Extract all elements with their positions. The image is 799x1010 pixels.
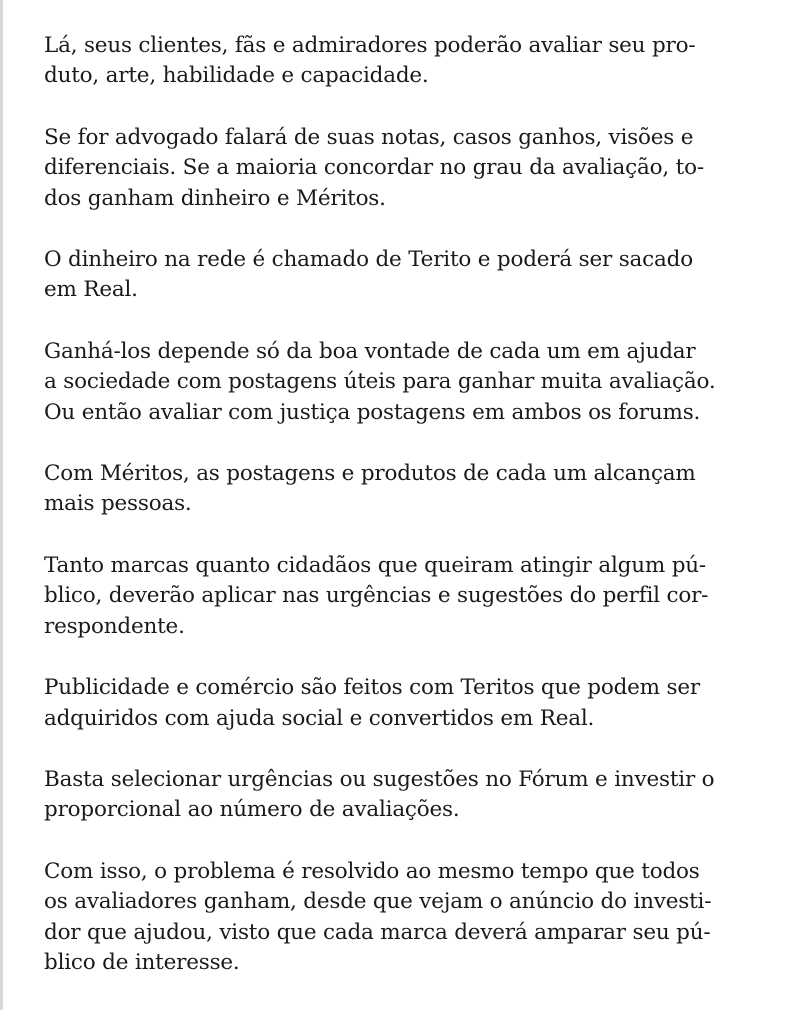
paragraph-line: a sociedade com postagens úteis para ganhar muita avaliação. — [44, 369, 716, 395]
paragraph-line: Publicidade e comércio são feitos com Teritos que podem ser — [44, 675, 700, 701]
paragraph-line: blico de interesse. — [44, 949, 240, 975]
paragraph-line: mais pessoas. — [44, 491, 192, 517]
paragraph-line: O dinheiro na rede é chamado de Terito e poderá ser sacado — [44, 247, 693, 273]
paragraph-line: respondente. — [44, 613, 185, 639]
paragraph-2 — [44, 123, 764, 214]
paragraph-line: Com isso, o problema é resolvido ao mesmo tempo que todos — [44, 858, 700, 884]
paragraph-line: Lá, seus clientes, fãs e admiradores poderão avaliar seu pro- — [44, 33, 696, 58]
paragraph-line: Se for advogado falará de suas notas, casos ganhos, visões e — [44, 124, 694, 150]
paragraph-line: proporcional ao número de avaliações. — [44, 797, 460, 823]
paragraph-8 — [44, 765, 764, 826]
paragraph-line: diferenciais. Se a maioria concordar no grau da avaliação, to- — [44, 155, 704, 181]
paragraph-line: Tanto marcas quanto cidadãos que queiram atingir algum pú- — [44, 552, 706, 578]
paragraph-line: Ganhá-los depende só da boa vontade de cada um em ajudar — [44, 338, 696, 364]
paragraph-line: Basta selecionar urgências ou sugestões no Fórum e investir o — [44, 766, 715, 792]
paragraph-1 — [44, 31, 764, 92]
document-body — [44, 31, 764, 1009]
paragraph-9 — [44, 857, 764, 979]
paragraph-line: dos ganham dinheiro e Méritos. — [44, 185, 386, 211]
paragraph-line: Ou então avaliar com justiça postagens em ambos os forums. — [44, 399, 701, 425]
paragraph-line: Com Méritos, as postagens e produtos de cada um alcançam — [44, 461, 696, 487]
paragraph-5 — [44, 459, 764, 520]
paragraph-line: blico, deverão aplicar nas urgências e sugestões do perfil cor- — [44, 583, 709, 609]
paragraph-line: em Real. — [44, 277, 138, 303]
paragraph-line: os avaliadores ganham, desde que vejam o anúncio do investi- — [44, 889, 712, 915]
left-edge-divider — [0, 0, 3, 1010]
paragraph-3 — [44, 245, 764, 306]
paragraph-6 — [44, 551, 764, 642]
paragraph-4 — [44, 337, 764, 428]
paragraph-line: dor que ajudou, visto que cada marca deverá amparar seu pú- — [44, 919, 711, 945]
paragraph-line: adquiridos com ajuda social e convertidos em Real. — [44, 705, 595, 731]
paragraph-7 — [44, 673, 764, 734]
paragraph-line: duto, arte, habilidade e capacidade. — [44, 63, 429, 89]
